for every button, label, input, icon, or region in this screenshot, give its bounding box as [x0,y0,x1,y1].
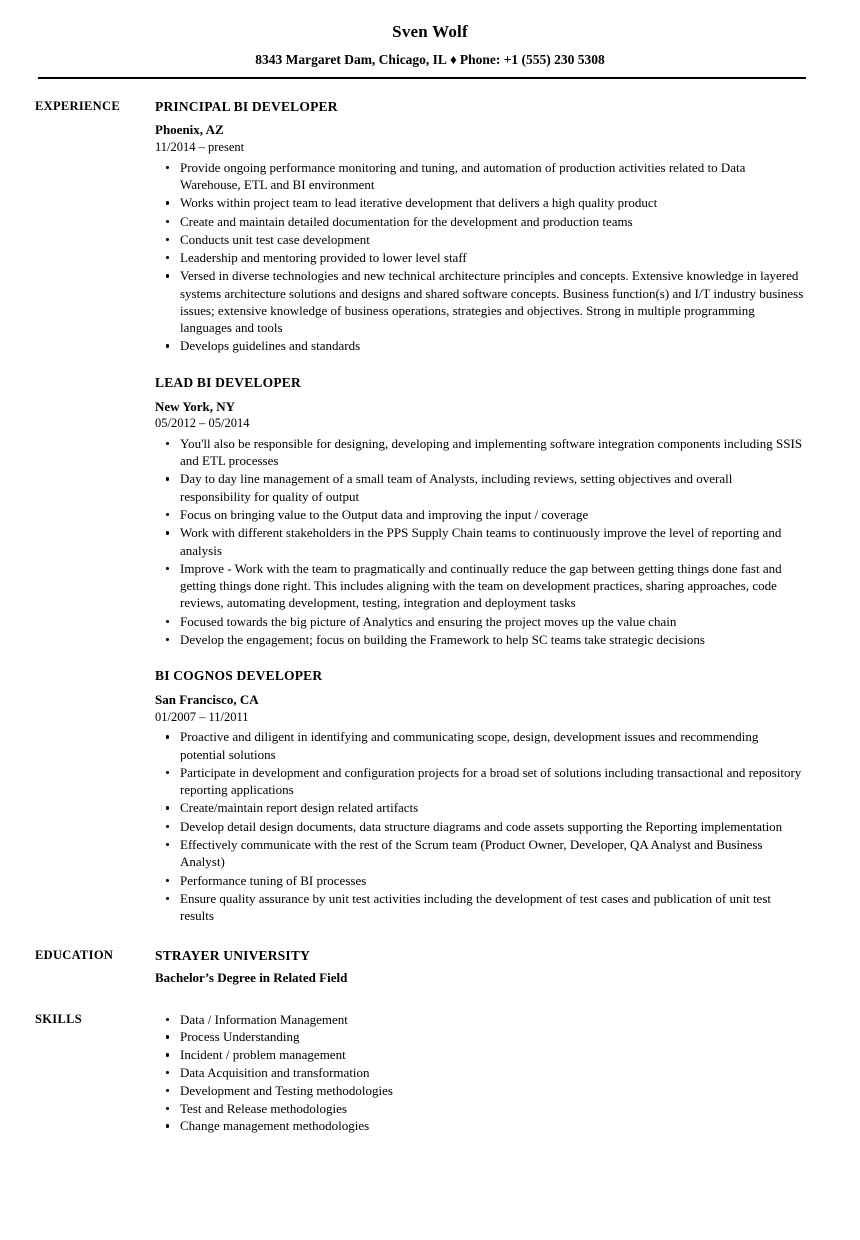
job-location: Phoenix, AZ [155,122,224,138]
diamond-separator-icon: ♦ [449,52,457,68]
list-item: Change management methodologies [155,1117,806,1135]
experience-entries [155,99,860,925]
job-dates: 11/2014 – present [155,140,245,155]
list-item: Versed in diverse technologies and new technical architecture principles and concepts. Extensive knowledge in layered systems architecture solutions and designs and shared software concepts. Business function(s) and I/T industry business issues; extensive knowledge of business operations, strategies and objectives. Strong in multiple programming languages and tools [155,267,806,336]
list-item: Focus on bringing value to the Output data and improving the input / coverage [155,506,806,523]
list-item: Day to day line management of a small team of Analysts, including reviews, setting objectives and overall responsibility for quality of output [155,470,806,505]
job-dates: 05/2012 – 05/2014 [155,416,250,431]
list-item: Focused towards the big picture of Analytics and ensuring the project moves up the value chain [155,613,806,630]
job-location: New York, NY [155,398,236,414]
list-item: Participate in development and configuration projects for a broad set of solutions including transactional and repository reporting applications [155,764,806,799]
candidate-address: 8343 Margaret Dam, Chicago, IL [255,52,447,68]
resume-header [0,0,860,79]
skills-section-label: SKILLS [35,1011,82,1026]
list-item: Conducts unit test case development [155,231,806,248]
skills-list [155,1011,806,1136]
job-responsibility-list [155,728,806,924]
job-entry [155,375,806,648]
list-item: Performance tuning of BI processes [155,872,806,889]
education-entries [155,948,860,986]
list-item: Improve - Work with the team to pragmatically and continually reduce the gap between getting things done fast and getting things done right. This includes aligning with the team on development practices, sharing approaches, code reviews, automating development, testing, integration and deployment tasks [155,560,806,612]
job-responsibility-list [155,159,806,355]
list-item: Develops guidelines and standards [155,337,806,354]
list-item: Works within project team to lead iterative development that delivers a high quality product [155,194,806,211]
list-item: Effectively communicate with the rest of the Scrum team (Product Owner, Developer, QA Analyst and Business Analyst) [155,836,806,871]
job-entry [155,668,806,924]
list-item: Create/maintain report design related artifacts [155,799,806,816]
education-degree: Bachelor’s Degree in Related Field [155,970,348,986]
experience-section [0,99,860,925]
list-item: Provide ongoing performance monitoring and tuning, and automation of production activities related to Data Warehouse, ETL and BI environment [155,159,806,194]
list-item: Leadership and mentoring provided to lower level staff [155,249,806,266]
list-item: Process Understanding [155,1028,806,1046]
list-item: Work with different stakeholders in the PPS Supply Chain teams to continuously improve the level of reporting and analysis [155,524,806,559]
job-responsibility-list [155,435,806,648]
list-item: Ensure quality assurance by unit test activities including the development of test cases and publication of unit test results [155,890,806,925]
skills-section [0,1011,860,1136]
job-title: BI COGNOS DEVELOPER [155,668,323,684]
list-item: Proactive and diligent in identifying and communicating scope, design, development issues and recommending potential solutions [155,728,806,763]
skills-entries [155,1011,860,1136]
candidate-phone: Phone: +1 (555) 230 5308 [459,52,605,68]
education-section-label: EDUCATION [35,948,114,963]
list-item: You'll also be responsible for designing, developing and implementing software integration components including SSIS and ETL processes [155,435,806,470]
list-item: Development and Testing methodologies [155,1082,806,1100]
list-item: Test and Release methodologies [155,1100,806,1118]
experience-section-label: EXPERIENCE [35,98,120,113]
job-location: San Francisco, CA [155,692,259,708]
job-entry [155,99,806,355]
job-title: PRINCIPAL BI DEVELOPER [155,98,338,114]
list-item: Data Acquisition and transformation [155,1064,806,1082]
education-school: STRAYER UNIVERSITY [155,948,311,964]
education-section [0,948,860,986]
job-title: LEAD BI DEVELOPER [155,374,301,390]
candidate-contact-line [0,52,860,68]
list-item: Develop the engagement; focus on building the Framework to help SC teams take strategic decisions [155,631,806,648]
header-divider [38,77,806,79]
list-item: Create and maintain detailed documentation for the development and production teams [155,213,806,230]
list-item: Data / Information Management [155,1011,806,1029]
list-item: Develop detail design documents, data structure diagrams and code assets supporting the Reporting implementation [155,818,806,835]
job-dates: 01/2007 – 11/2011 [155,709,249,724]
list-item: Incident / problem management [155,1046,806,1064]
candidate-name: Sven Wolf [392,22,468,41]
